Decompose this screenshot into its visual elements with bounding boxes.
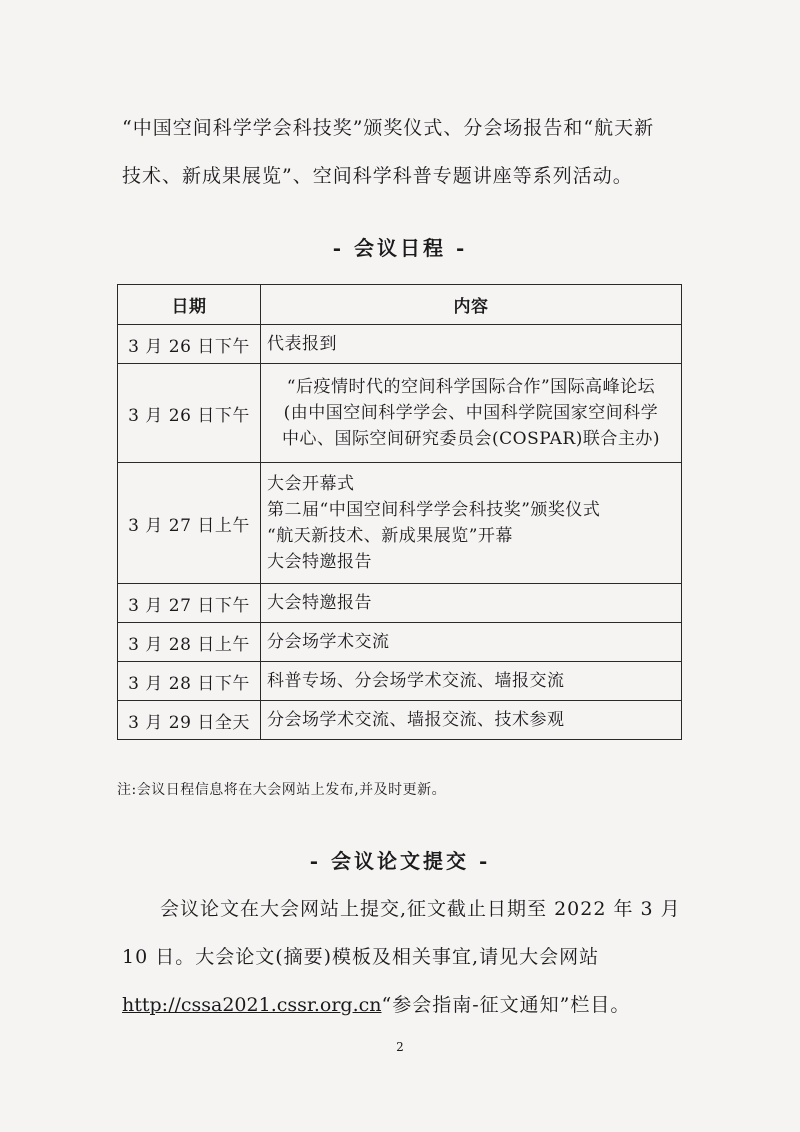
intro-line-2: 技术、新成果展览”、空间科学科普专题讲座等系列活动。 [122,165,633,187]
row-content-line: 大会特邀报告 [267,593,372,613]
row-content [261,623,682,662]
row-content-line: (由中国空间科学学会、中国科学院国家空间科学 [283,403,659,423]
table-header-row [118,285,682,325]
table-row [118,325,682,364]
row-date: 3 月 26 日下午 [118,325,261,364]
table-row [118,463,682,584]
table-row [118,584,682,623]
intro-paragraph [122,104,692,200]
row-date: 3 月 27 日下午 [118,584,261,623]
page-number: 2 [396,1040,404,1054]
table-row [118,364,682,463]
row-date: 3 月 28 日下午 [118,662,261,701]
papers-title: - 会议论文提交 - [309,849,491,873]
papers-line-3 [122,981,692,1029]
schedule-table [117,284,682,740]
row-content [261,325,682,364]
row-content-line: 大会开幕式 [267,474,355,494]
table-row [118,701,682,740]
header-content: 内容 [261,285,682,325]
intro-line-1: “中国空间科学学会科技奖”颁奖仪式、分会场报告和“航天新 [122,117,655,139]
row-content-line: 分会场学术交流 [267,632,390,652]
papers-paragraph [122,885,692,1029]
row-date: 3 月 29 日全天 [118,701,261,740]
row-content-line: 中心、国际空间研究委员会(COSPAR)联合主办) [282,429,660,449]
row-date: 3 月 26 日下午 [118,364,261,463]
row-content-line: 分会场学术交流、墙报交流、技术参观 [267,710,565,730]
row-content-line: 代表报到 [267,334,337,354]
table-row [118,623,682,662]
papers-line-3-rest: “参会指南-征文通知”栏目。 [381,994,631,1016]
row-content [261,701,682,740]
row-date: 3 月 27 日上午 [118,463,261,584]
schedule-title: - 会议日程 - [332,236,468,260]
row-content [261,364,682,463]
table-row [118,662,682,701]
row-date: 3 月 28 日上午 [118,623,261,662]
row-content-line: “航天新技术、新成果展览”开幕 [267,526,513,546]
schedule-note: 注:会议日程信息将在大会网站上发布,并及时更新。 [117,782,447,798]
header-date: 日期 [118,285,261,325]
row-content-line: 科普专场、分会场学术交流、墙报交流 [267,671,565,691]
row-content-line: “后疫情时代的空间科学国际合作”国际高峰论坛 [286,377,656,397]
row-content [261,463,682,584]
row-content-line: 大会特邀报告 [267,552,372,572]
conference-website-link[interactable]: http://cssa2021.cssr.org.cn [122,994,382,1016]
row-content [261,584,682,623]
papers-line-1: 会议论文在大会网站上提交,征文截止日期至 2022 年 3 月 [160,898,681,920]
row-content [261,662,682,701]
papers-line-2: 10 日。大会论文(摘要)模板及相关事宜,请见大会网站 [122,946,600,968]
row-content-line: 第二届“中国空间科学学会科技奖”颁奖仪式 [267,500,601,520]
